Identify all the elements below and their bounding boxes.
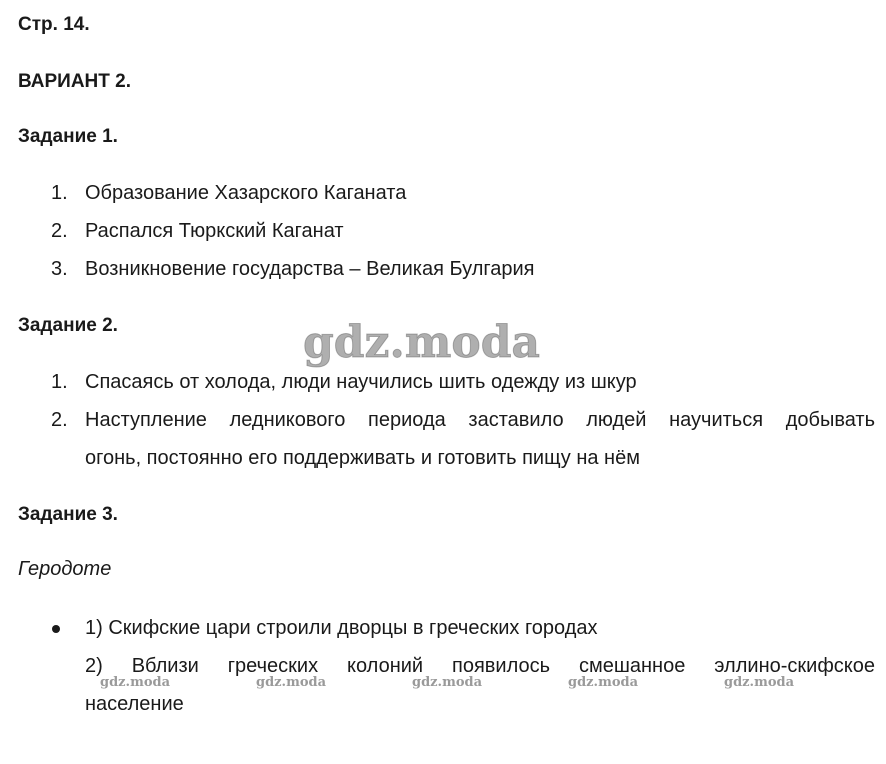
watermark-logo: gdz.moda bbox=[303, 317, 541, 368]
bullet-icon bbox=[52, 625, 60, 633]
list-item-number: 2. bbox=[51, 409, 68, 431]
list-item-number: 2. bbox=[51, 220, 68, 242]
watermark-small: gdz.moda bbox=[724, 675, 795, 690]
list-item-text: Образование Хазарского Каганата bbox=[85, 182, 407, 204]
watermark-small: gdz.moda bbox=[568, 675, 639, 690]
list-item-number: 1. bbox=[51, 371, 68, 393]
watermark-small: gdz.moda bbox=[256, 675, 327, 690]
bullet-item-line1: 1) Скифские цари строили дворцы в греческих городах bbox=[85, 617, 598, 639]
watermark-small: gdz.moda bbox=[100, 675, 171, 690]
list-item-text: Спасаясь от холода, люди научились шить одежду из шкур bbox=[85, 371, 637, 393]
list-item-number: 3. bbox=[51, 258, 68, 280]
page-label: Стр. 14. bbox=[18, 14, 90, 35]
task1-heading: Задание 1. bbox=[18, 126, 118, 147]
task3-subheading: Геродоте bbox=[18, 558, 112, 580]
task3-heading: Задание 3. bbox=[18, 504, 118, 525]
bullet-item-line2: 2) Вблизи греческих колоний появилось смешанное эллино-скифское bbox=[85, 655, 875, 677]
variant-heading: ВАРИАНТ 2. bbox=[18, 71, 131, 92]
list-item-text: Распался Тюркский Каганат bbox=[85, 220, 344, 242]
list-item-text: Возникновение государства – Великая Булгария bbox=[85, 258, 535, 280]
watermark-small: gdz.moda bbox=[412, 675, 483, 690]
task2-heading: Задание 2. bbox=[18, 315, 118, 336]
bullet-item-line3: население bbox=[85, 693, 184, 715]
list-item-text-line1: Наступление ледникового периода заставило людей научиться добывать bbox=[85, 409, 875, 431]
list-item-number: 1. bbox=[51, 182, 68, 204]
list-item-text-line2: огонь, постоянно его поддерживать и готовить пищу на нём bbox=[85, 447, 640, 469]
